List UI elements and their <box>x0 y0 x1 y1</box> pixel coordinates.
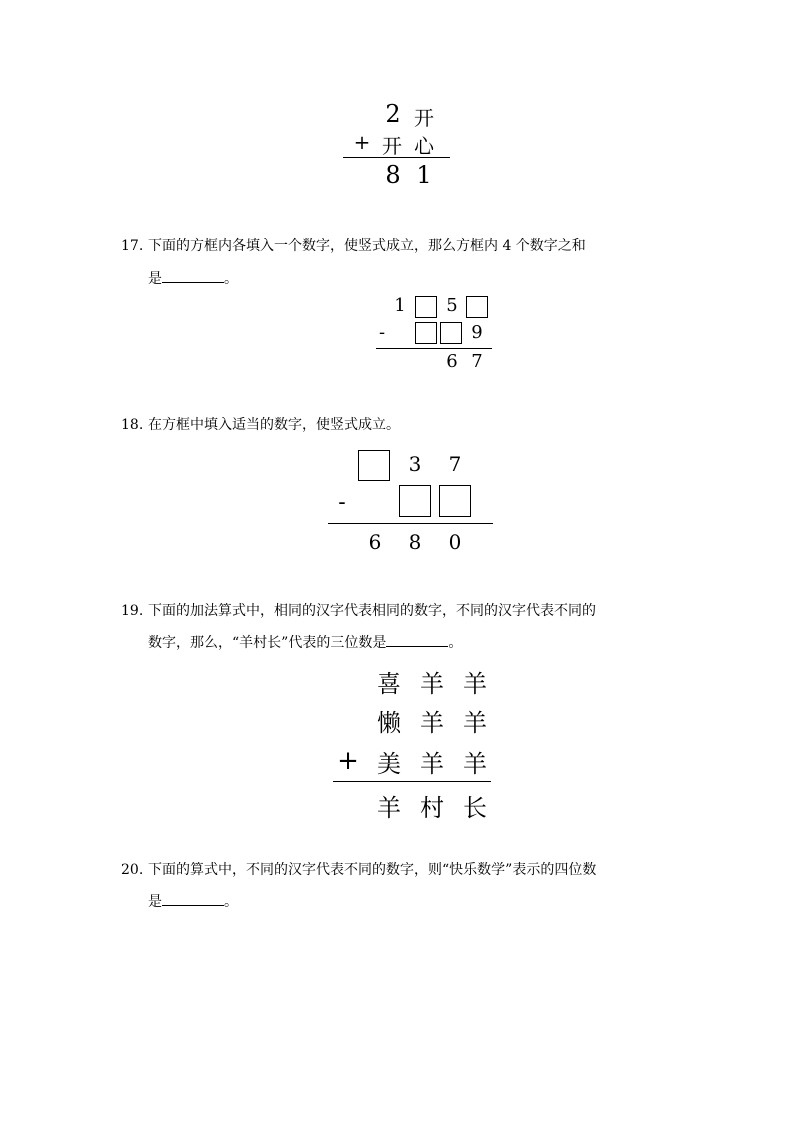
plus-sign: + <box>353 130 371 154</box>
sum-line <box>343 157 450 158</box>
answer-box[interactable] <box>439 485 471 517</box>
question-text: 下面的方框内各填入一个数字，使竖式成立，那么方框内 4 个数字之和 <box>148 238 586 254</box>
answer-box[interactable] <box>358 450 390 481</box>
answer-box[interactable] <box>466 296 488 318</box>
question-number: 20. <box>121 862 144 878</box>
digit: 0 <box>448 530 462 554</box>
digit: 9 <box>471 322 483 343</box>
question-text-line2: 是 。 <box>148 894 238 910</box>
digit: 6 <box>368 530 382 554</box>
sum-line <box>333 781 491 782</box>
digit: 6 <box>446 351 458 372</box>
question-text: 在方框中填入适当的数字，使竖式成立。 <box>148 417 400 433</box>
answer-blank[interactable] <box>386 633 448 647</box>
hanzi: 羊 <box>463 709 487 737</box>
question-text-line2: 是 。 <box>148 271 238 287</box>
answer-box[interactable] <box>399 485 431 517</box>
digit: 8 <box>385 161 401 189</box>
hanzi: 羊 <box>420 709 444 737</box>
hanzi: 村 <box>420 794 444 822</box>
minus-sign: - <box>378 322 386 343</box>
difference-line <box>376 348 492 349</box>
question-number: 19. <box>121 603 144 619</box>
digit: 2 <box>385 100 401 128</box>
digit: 1 <box>416 161 432 189</box>
digit: 8 <box>408 530 422 554</box>
question-text: 下面的算式中，不同的汉字代表不同的数字，则“快乐数学”表示的四位数 <box>148 862 597 878</box>
question-text-line2: 数字，那么，“羊村长”代表的三位数是 。 <box>148 635 463 651</box>
hanzi: 懒 <box>377 709 401 737</box>
digit: 1 <box>394 295 406 316</box>
answer-box[interactable] <box>415 322 437 344</box>
question-text: 下面的加法算式中，相同的汉字代表相同的数字，不同的汉字代表不同的 <box>148 603 596 619</box>
plus-sign: + <box>337 746 359 776</box>
hanzi: 羊 <box>463 670 487 698</box>
hanzi: 羊 <box>377 794 401 822</box>
hanzi: 羊 <box>420 670 444 698</box>
question-number: 18. <box>121 417 144 433</box>
hanzi: 羊 <box>420 750 444 778</box>
answer-blank[interactable] <box>162 892 224 906</box>
difference-line <box>328 523 493 524</box>
question-number: 17. <box>121 238 144 254</box>
answer-box[interactable] <box>415 296 437 318</box>
hanzi: 喜 <box>377 670 401 698</box>
hanzi: 羊 <box>463 750 487 778</box>
digit: 3 <box>408 452 422 476</box>
hanzi: 开 <box>414 106 434 130</box>
digit: 7 <box>471 351 483 372</box>
hanzi: 心 <box>414 134 434 158</box>
answer-blank[interactable] <box>162 269 224 283</box>
hanzi: 开 <box>382 134 402 158</box>
hanzi: 美 <box>377 750 401 778</box>
digit: 7 <box>448 452 462 476</box>
minus-sign: - <box>338 490 346 515</box>
digit: 5 <box>446 295 458 316</box>
answer-box[interactable] <box>440 322 462 344</box>
hanzi: 长 <box>463 794 487 822</box>
